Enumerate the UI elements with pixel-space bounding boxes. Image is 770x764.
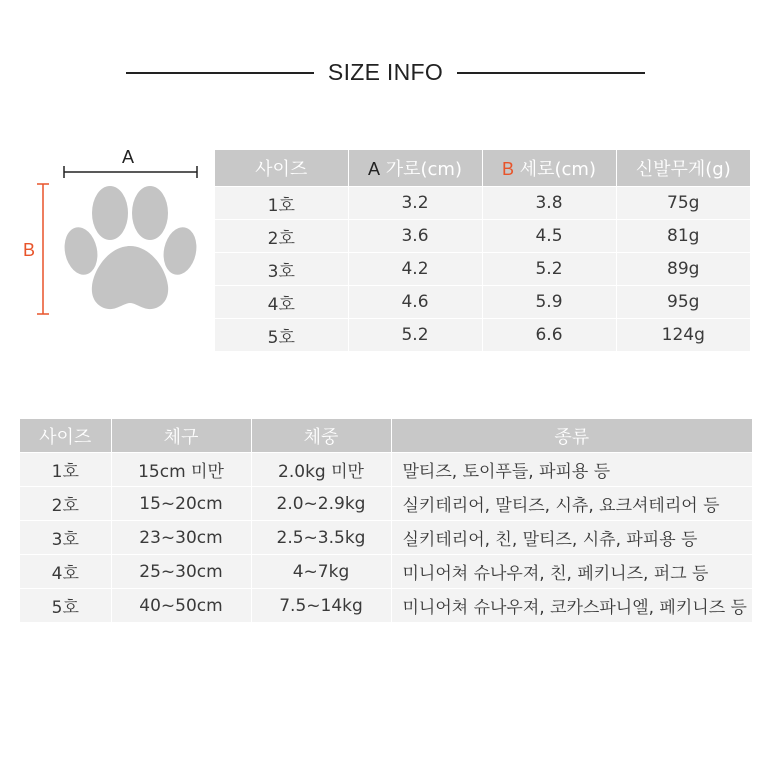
header-size: 사이즈 bbox=[215, 150, 348, 187]
cell-breeds: 말티즈, 토이푸들, 파피용 등 bbox=[391, 453, 752, 487]
paw-toe-1 bbox=[92, 186, 128, 240]
header-length-mark: B bbox=[502, 159, 515, 179]
cell-length: 6.6 bbox=[482, 319, 616, 352]
cell-length: 4.5 bbox=[482, 220, 616, 253]
table-row bbox=[215, 253, 750, 286]
cell-body-length: 15cm 미만 bbox=[111, 453, 251, 487]
header-length-label: 세로(cm) bbox=[514, 159, 596, 180]
cell-size: 3호 bbox=[20, 521, 111, 555]
cell-size: 5호 bbox=[20, 589, 111, 623]
cell-width: 5.2 bbox=[348, 319, 482, 352]
cell-size: 2호 bbox=[20, 487, 111, 521]
header-body-weight: 체중 bbox=[251, 419, 391, 453]
header-width-label: 가로(cm) bbox=[380, 159, 462, 180]
title-divider-left bbox=[126, 72, 314, 74]
paw-print-icon bbox=[20, 140, 210, 330]
cell-width: 4.2 bbox=[348, 253, 482, 286]
table-row bbox=[20, 589, 752, 623]
paw-toe-outer-left bbox=[60, 224, 101, 278]
dimension-a-label: A bbox=[122, 147, 135, 167]
cell-length: 5.2 bbox=[482, 253, 616, 286]
cell-width: 3.2 bbox=[348, 187, 482, 220]
cell-body-length: 25~30cm bbox=[111, 555, 251, 589]
table-row bbox=[20, 453, 752, 487]
title-divider-right bbox=[457, 72, 645, 74]
cell-breeds: 실키테리어, 친, 말티즈, 시츄, 파피용 등 bbox=[391, 521, 752, 555]
table-row bbox=[215, 286, 750, 319]
header-length bbox=[482, 150, 616, 187]
table-row bbox=[20, 521, 752, 555]
cell-length: 3.8 bbox=[482, 187, 616, 220]
cell-weight: 75g bbox=[616, 187, 750, 220]
cell-body-length: 15~20cm bbox=[111, 487, 251, 521]
paw-pad bbox=[92, 246, 168, 309]
table-row bbox=[20, 555, 752, 589]
cell-width: 4.6 bbox=[348, 286, 482, 319]
cell-weight: 81g bbox=[616, 220, 750, 253]
header-width-mark: A bbox=[368, 159, 381, 179]
header-width bbox=[348, 150, 482, 187]
cell-body-weight: 4~7kg bbox=[251, 555, 391, 589]
cell-width: 3.6 bbox=[348, 220, 482, 253]
table-row bbox=[215, 187, 750, 220]
paw-diagram bbox=[20, 140, 210, 330]
title-section bbox=[0, 56, 770, 88]
paw-toe-outer-right bbox=[159, 224, 200, 278]
table-row bbox=[215, 319, 750, 352]
cell-body-length: 40~50cm bbox=[111, 589, 251, 623]
cell-size: 2호 bbox=[215, 220, 348, 253]
cell-body-weight: 7.5~14kg bbox=[251, 589, 391, 623]
table-header-row bbox=[20, 419, 752, 453]
header-size: 사이즈 bbox=[20, 419, 111, 453]
header-breeds: 종류 bbox=[391, 419, 752, 453]
header-shoe-weight: 신발무게(g) bbox=[616, 150, 750, 187]
table-row bbox=[215, 220, 750, 253]
cell-size: 1호 bbox=[20, 453, 111, 487]
cell-size: 4호 bbox=[215, 286, 348, 319]
table-header-row bbox=[215, 150, 750, 187]
breed-size-table bbox=[20, 419, 752, 623]
header-body-length: 체구 bbox=[111, 419, 251, 453]
page-title: SIZE INFO bbox=[327, 59, 444, 85]
dimension-b-label: B bbox=[23, 240, 36, 260]
shoe-size-table bbox=[215, 150, 750, 352]
cell-body-length: 23~30cm bbox=[111, 521, 251, 555]
paw-toe-2 bbox=[132, 186, 168, 240]
cell-length: 5.9 bbox=[482, 286, 616, 319]
cell-weight: 124g bbox=[616, 319, 750, 352]
cell-size: 5호 bbox=[215, 319, 348, 352]
cell-breeds: 실키테리어, 말티즈, 시츄, 요크셔테리어 등 bbox=[391, 487, 752, 521]
cell-size: 1호 bbox=[215, 187, 348, 220]
cell-size: 3호 bbox=[215, 253, 348, 286]
cell-body-weight: 2.0kg 미만 bbox=[251, 453, 391, 487]
cell-breeds: 미니어쳐 슈나우져, 친, 페키니즈, 퍼그 등 bbox=[391, 555, 752, 589]
cell-body-weight: 2.5~3.5kg bbox=[251, 521, 391, 555]
cell-body-weight: 2.0~2.9kg bbox=[251, 487, 391, 521]
cell-weight: 95g bbox=[616, 286, 750, 319]
cell-breeds: 미니어쳐 슈나우져, 코카스파니엘, 페키니즈 등 bbox=[391, 589, 752, 623]
table-row bbox=[20, 487, 752, 521]
cell-weight: 89g bbox=[616, 253, 750, 286]
cell-size: 4호 bbox=[20, 555, 111, 589]
